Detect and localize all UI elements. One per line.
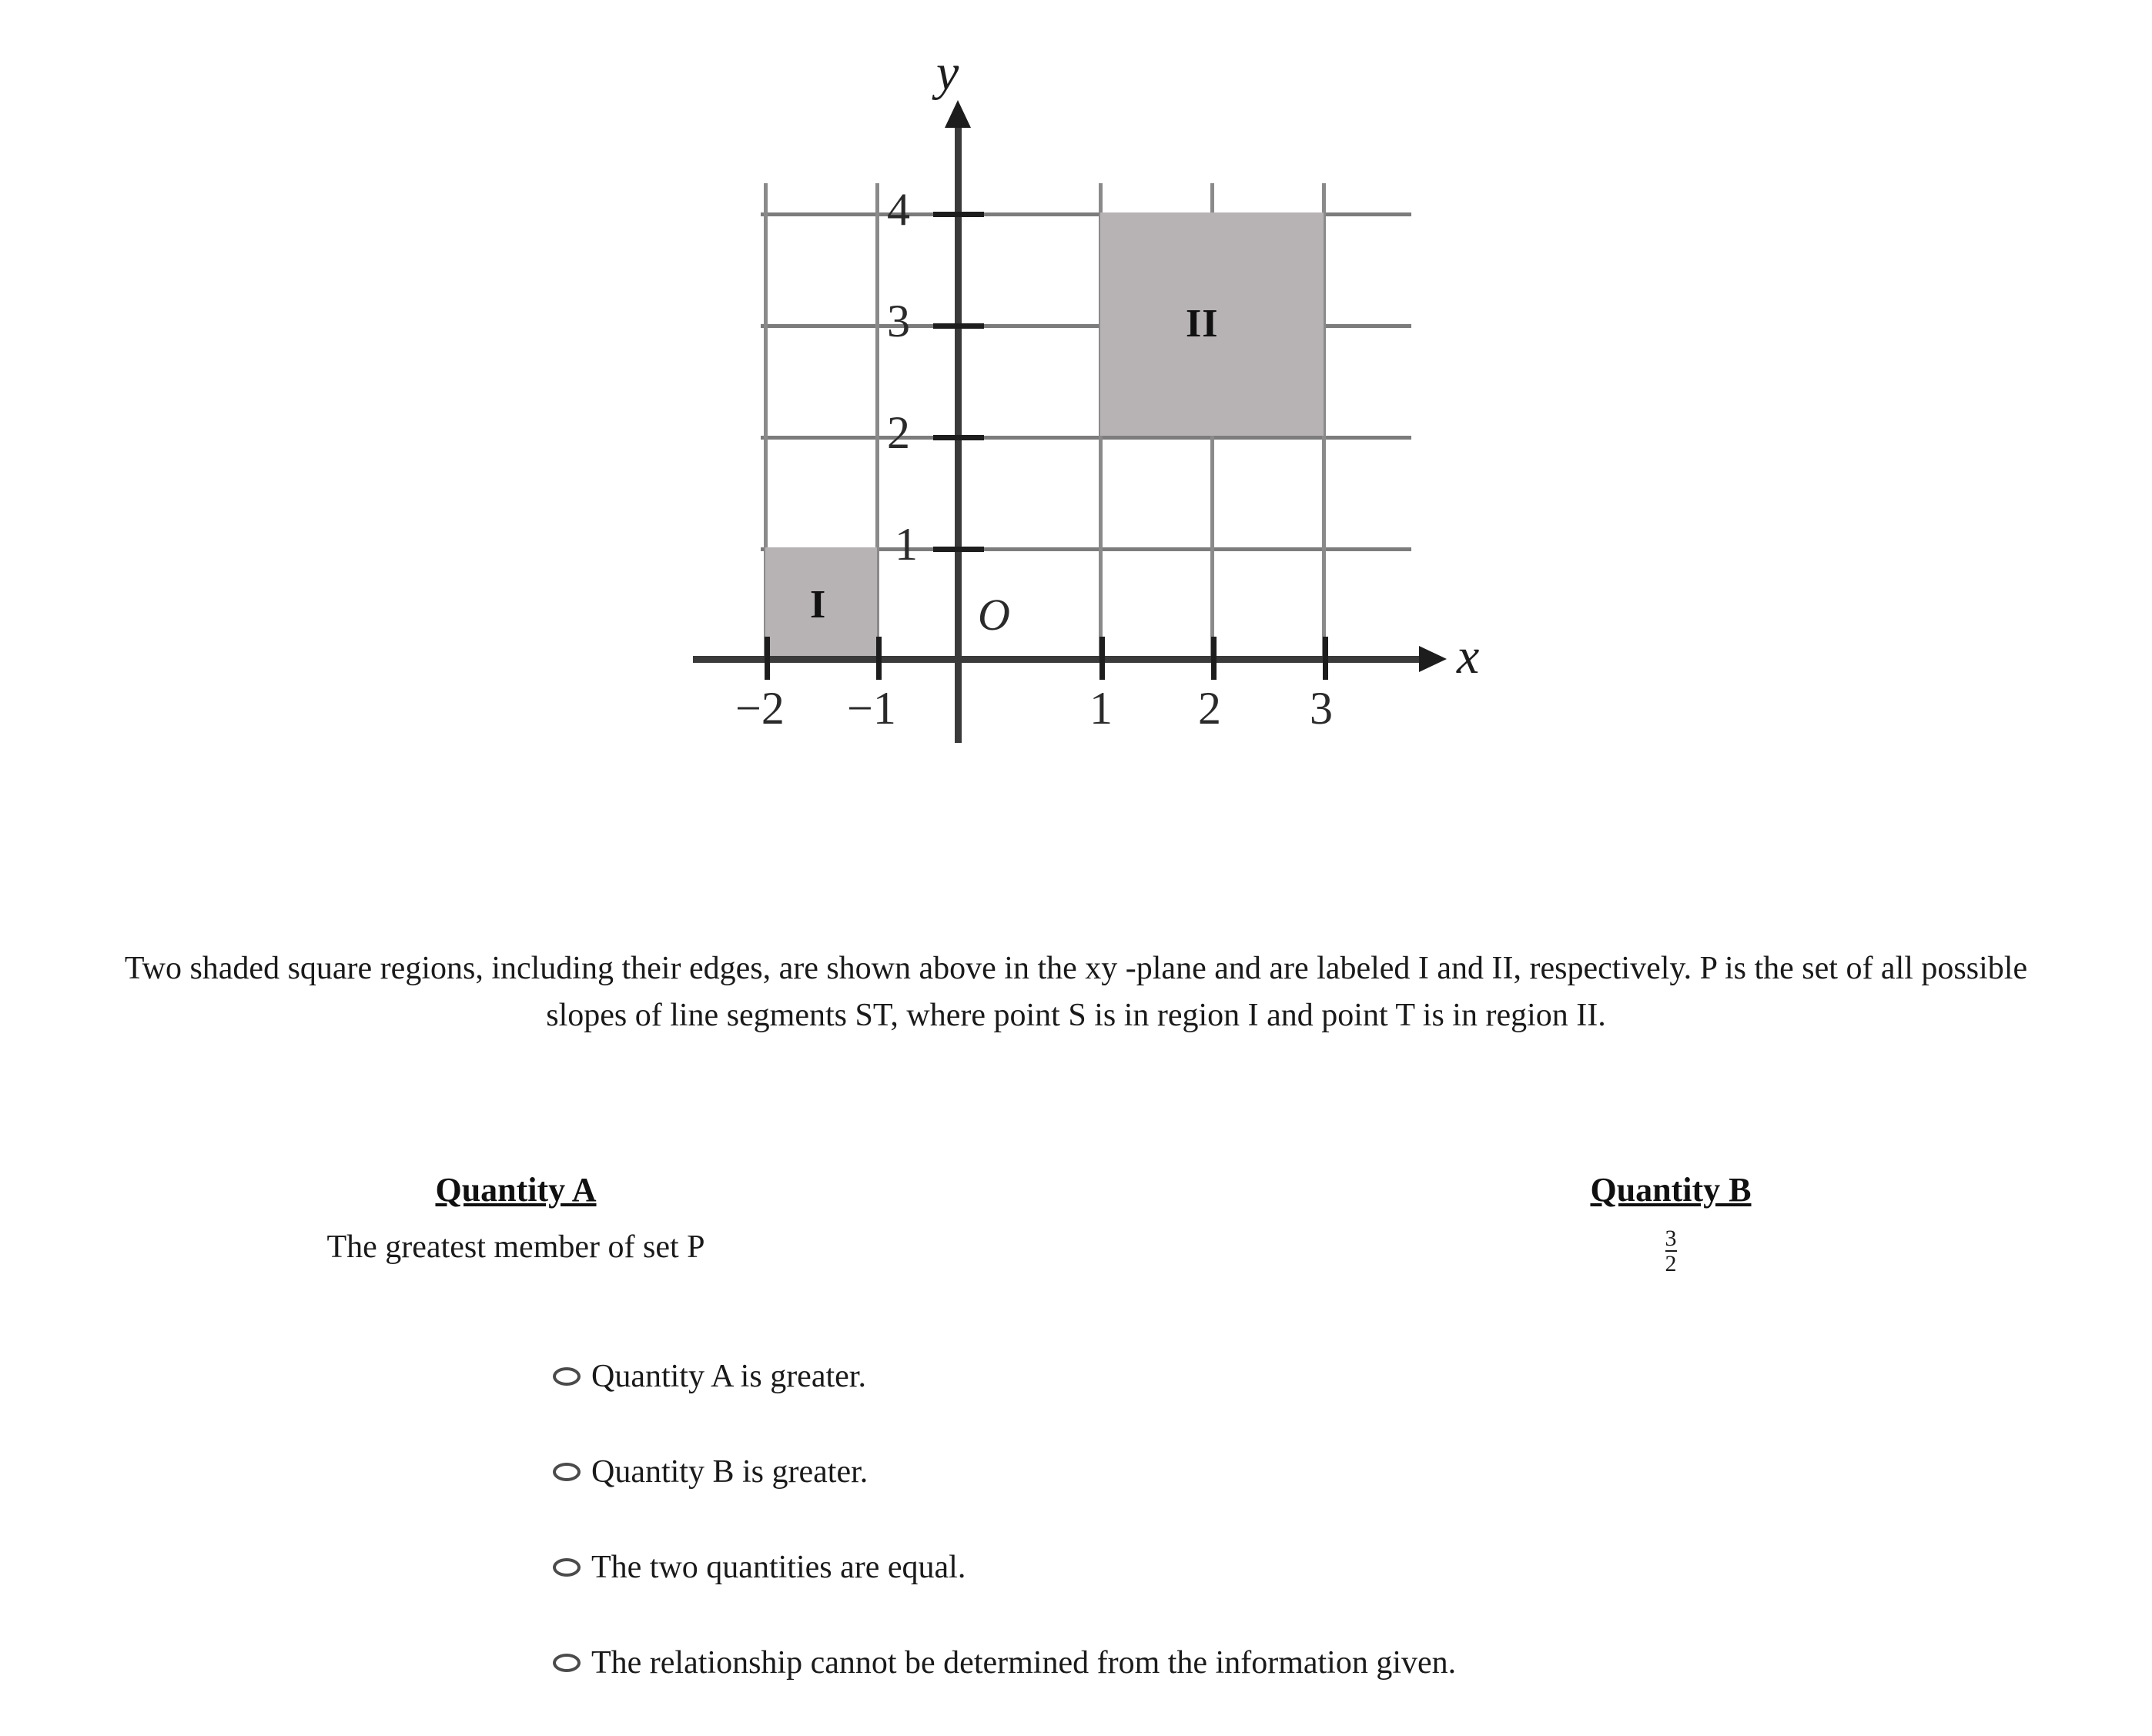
x-tick-2 <box>1211 637 1217 680</box>
y-tick-label-2: 2 <box>887 407 910 458</box>
answer-option-1-label: Quantity A is greater. <box>591 1359 866 1394</box>
y-tick-1 <box>933 547 984 552</box>
answer-option-4[interactable] <box>553 1635 2016 1691</box>
origin-label: O <box>978 590 1010 640</box>
radio-button-icon[interactable] <box>553 1367 581 1386</box>
answer-option-1[interactable] <box>553 1349 2016 1404</box>
quantity-b-header-wrap <box>1386 1170 1956 1211</box>
y-axis-label: y <box>936 45 959 101</box>
x-tick-3 <box>1323 637 1328 680</box>
answer-option-3-label: The two quantities are equal. <box>591 1550 966 1585</box>
quantity-b-value <box>1386 1226 1956 1276</box>
answer-options-list <box>553 1349 2016 1731</box>
x-tick-1 <box>1099 637 1105 680</box>
fraction-numerator: 3 <box>1665 1225 1677 1251</box>
quantity-a-header-wrap <box>231 1170 801 1211</box>
y-tick-label-1: 1 <box>895 519 918 570</box>
x-tick-neg1 <box>876 637 882 680</box>
question-stem: Two shaded square regions, including their edges, are shown above in the xy -plane and are labeled I and II, respectively. P is the set of all possible slopes of line segments ST, where point S is in region I and point T is in region II. <box>124 951 2028 1033</box>
coordinate-plane-graph <box>678 45 1494 808</box>
y-tick-label-4: 4 <box>887 184 910 235</box>
y-tick-label-3: 3 <box>887 296 910 346</box>
y-tick-4 <box>933 212 984 217</box>
quantity-a-column <box>231 1170 801 1268</box>
fraction-denominator: 2 <box>1665 1251 1677 1277</box>
x-axis-label: x <box>1457 628 1480 684</box>
x-tick-neg2 <box>765 637 770 680</box>
quantity-a-header: Quantity A <box>435 1171 597 1209</box>
x-axis-line <box>693 656 1421 663</box>
x-tick-label-neg1: −1 <box>847 683 896 734</box>
quantity-b-column <box>1386 1170 1956 1276</box>
gridline-horizontal-y2 <box>761 436 1411 440</box>
x-tick-label-neg2: −2 <box>735 683 785 734</box>
x-tick-label-2: 2 <box>1198 683 1221 734</box>
answer-option-3[interactable] <box>553 1540 2016 1595</box>
y-axis-arrow <box>945 100 971 128</box>
answer-option-2-label: Quantity B is greater. <box>591 1454 868 1490</box>
radio-button-icon[interactable] <box>553 1463 581 1481</box>
y-tick-3 <box>933 323 984 329</box>
fraction-three-halves <box>1665 1226 1677 1276</box>
quantity-a-value: The greatest member of set P <box>326 1229 705 1265</box>
quantities-row <box>0 1170 2152 1324</box>
y-tick-2 <box>933 435 984 440</box>
radio-button-icon[interactable] <box>553 1558 581 1577</box>
region-label-I: I <box>810 583 827 627</box>
answer-option-4-label: The relationship cannot be determined from the information given. <box>591 1645 1457 1681</box>
answer-option-2[interactable] <box>553 1444 2016 1500</box>
x-axis-arrow <box>1419 646 1447 672</box>
quantity-b-header: Quantity B <box>1590 1171 1752 1209</box>
x-tick-label-1: 1 <box>1089 683 1113 734</box>
radio-button-icon[interactable] <box>553 1654 581 1672</box>
region-label-II: II <box>1186 302 1219 346</box>
x-tick-label-3: 3 <box>1310 683 1333 734</box>
